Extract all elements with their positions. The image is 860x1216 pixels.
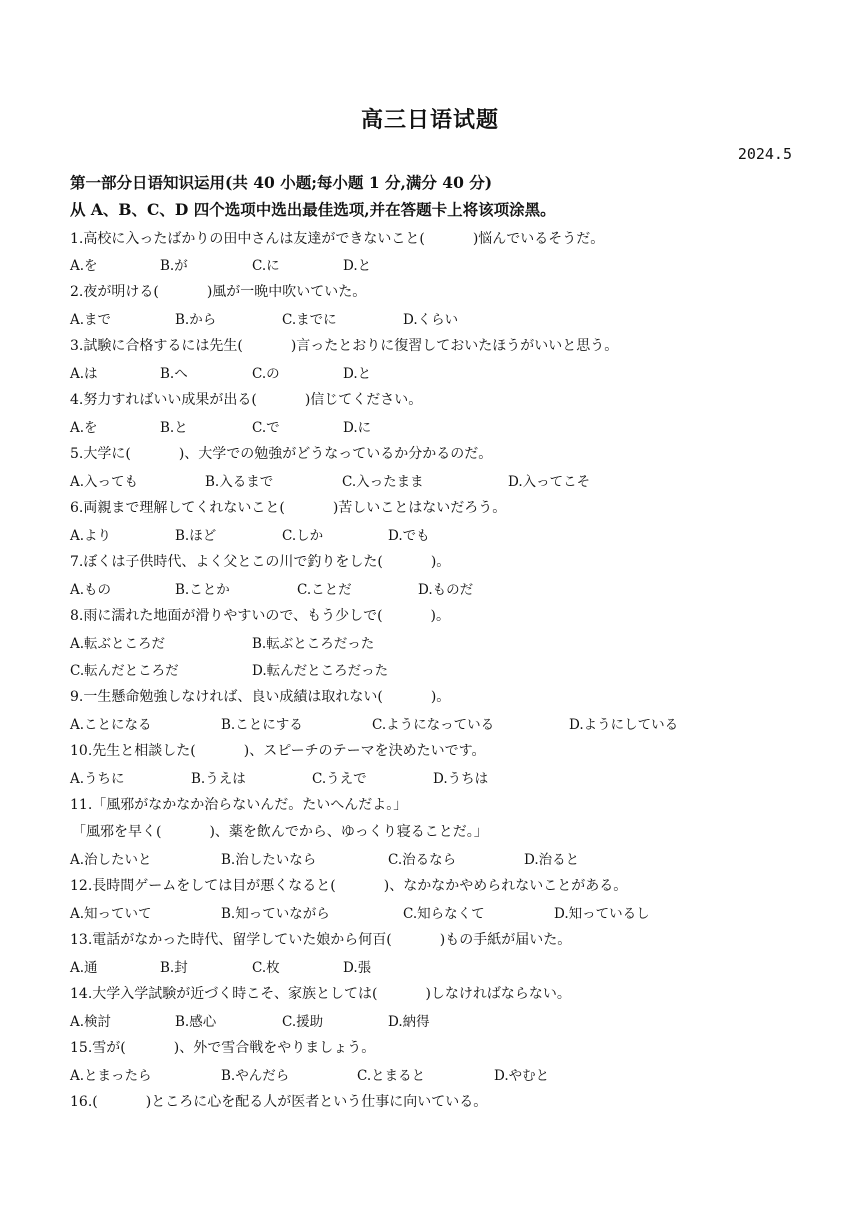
question-14 [70,983,571,1003]
option-a[interactable]: A.を [70,420,98,436]
question-text: 1.高校に入ったばかりの田中さんは友達ができないこと( [70,231,425,247]
question-text: 10.先生と相談した( [70,743,196,759]
question-10 [70,740,486,760]
question-text: 2.夜が明ける( [70,284,159,300]
option-d[interactable]: D.ようにしている [569,717,679,733]
question-6 [70,497,506,517]
question-text: 4.努力すればいい成果が出る( [70,392,257,408]
option-a[interactable]: A.転ぶところだ [70,636,166,652]
question-7 [70,551,450,571]
option-b[interactable]: B.感心 [175,1014,217,1030]
section-instruction: 从 A、B、C、D 四个选项中选出最佳选项,并在答题卡上将该项涂黑。 [70,200,556,219]
option-d[interactable]: D.に [343,420,372,436]
question-1 [70,228,604,248]
option-a[interactable]: A.まで [70,312,112,328]
option-d[interactable]: D.治ると [524,852,580,868]
question-text: )信じてください。 [304,392,423,408]
question-text: )言ったとおりに復習しておいたほうがいいと思う。 [290,338,619,354]
question-text: 3.試験に合格するには先生( [70,338,243,354]
question-text: )。 [430,608,451,624]
question-text: 11.「風邪がなかなか治らないんだ。たいへんだよ。」 [70,797,408,813]
question-text: )苦しいことはないだろう。 [332,500,507,516]
option-b[interactable]: B.知っていながら [221,906,330,922]
option-b[interactable]: B.が [160,258,188,274]
option-a[interactable]: A.とまったら [70,1068,152,1084]
option-b[interactable]: B.へ [160,366,188,382]
option-b[interactable]: B.入るまで [205,474,274,490]
question-text: 5.大学に( [70,446,131,462]
option-c[interactable]: C.援助 [282,1014,324,1030]
option-c[interactable]: C.しか [282,528,324,544]
question-text: 16.( [70,1094,98,1110]
question-11-line-2 [72,821,488,841]
question-4 [70,389,422,409]
option-b[interactable]: B.やんだら [221,1068,290,1084]
option-b[interactable]: B.と [160,420,188,436]
option-a[interactable]: A.検討 [70,1014,112,1030]
question-8 [70,605,450,625]
option-d[interactable]: D.転んだところだった [252,663,389,679]
option-c[interactable]: C.枚 [252,960,280,976]
question-text: )もの手紙が届いた。 [439,932,572,948]
question-3 [70,335,618,355]
option-a[interactable]: A.を [70,258,98,274]
option-a[interactable]: A.知っていて [70,906,152,922]
question-text: )悩んでいるそうだ。 [472,231,605,247]
option-d[interactable]: D.ものだ [418,582,474,598]
option-b[interactable]: B.から [175,312,217,328]
option-b[interactable]: B.治したいなら [221,852,317,868]
option-c[interactable]: C.で [252,420,280,436]
option-c[interactable]: C.とまると [357,1068,426,1084]
option-a[interactable]: A.ことになる [70,717,152,733]
question-13 [70,929,571,949]
question-text: 「風邪を早く( [72,824,162,840]
option-c[interactable]: C.ことだ [297,582,352,598]
question-15 [70,1037,375,1057]
option-c[interactable]: C.転んだところだ [70,663,179,679]
option-d[interactable]: D.うちは [433,771,489,787]
question-5 [70,443,492,463]
page-title: 高三日语试题 [360,107,499,133]
option-b[interactable]: B.ことにする [221,717,303,733]
option-b[interactable]: B.ことか [175,582,230,598]
question-2 [70,281,366,301]
question-text: )、大学での勉強がどうなっているか分かるのだ。 [178,446,493,462]
option-d[interactable]: D.くらい [403,312,459,328]
option-d[interactable]: D.でも [388,528,430,544]
option-a[interactable]: A.通 [70,960,98,976]
option-b[interactable]: B.うえは [191,771,246,787]
option-c[interactable]: C.ようになっている [372,717,495,733]
question-9 [70,686,450,706]
question-text: 14.大学入学試験が近づく時こそ、家族としては( [70,986,378,1002]
question-text: 12.長時間ゲームをしては目が悪くなると( [70,878,336,894]
question-text: )。 [430,689,451,705]
option-b[interactable]: B.転ぶところだった [252,636,375,652]
option-b[interactable]: B.封 [160,960,188,976]
option-d[interactable]: D.と [343,366,372,382]
option-a[interactable]: A.治したいと [70,852,152,868]
question-text: )しなければならない。 [425,986,571,1002]
option-d[interactable]: D.入ってこそ [508,474,591,490]
option-d[interactable]: D.張 [343,960,372,976]
question-text: )、外で雪合戦をやりましょう。 [173,1040,376,1056]
question-text: )ところに心を配る人が医者という仕事に向いている。 [145,1094,488,1110]
option-a[interactable]: A.入っても [70,474,139,490]
option-a[interactable]: A.うちに [70,771,125,787]
option-c[interactable]: C.に [252,258,280,274]
option-c[interactable]: C.知らなくて [403,906,485,922]
exam-date: 2024.5 [737,145,792,163]
question-16 [70,1091,487,1111]
option-b[interactable]: B.ほど [175,528,217,544]
question-text: )。 [430,554,451,570]
question-11 [70,794,407,814]
option-c[interactable]: C.の [252,366,280,382]
option-a[interactable]: A.より [70,528,112,544]
option-d[interactable]: D.と [343,258,372,274]
option-d[interactable]: D.やむと [494,1068,550,1084]
question-text: 8.雨に濡れた地面が滑りやすいので、もう少しで( [70,608,383,624]
option-c[interactable]: C.治るなら [388,852,457,868]
section-heading: 第一部分日语知识运用(共 40 小题;每小题 1 分,满分 40 分) [70,173,493,192]
question-text: )、なかなかやめられないことがある。 [383,878,628,894]
question-text: 6.両親まで理解してくれないこと( [70,500,285,516]
question-text: )、スピーチのテーマを決めたいです。 [243,743,486,759]
question-text: 7.ぼくは子供時代、よく父とこの川で釣りをした( [70,554,383,570]
option-c[interactable]: C.入ったまま [342,474,424,490]
question-text: )風が一晩中吹いていた。 [206,284,367,300]
question-text: )、薬を飲んでから、ゆっくり寝ることだ。」 [209,824,488,840]
option-a[interactable]: A.は [70,366,98,382]
option-d[interactable]: D.知っているし [554,906,650,922]
question-text: 13.電話がなかった時代、留学していた娘から何百( [70,932,392,948]
option-c[interactable]: C.までに [282,312,337,328]
option-a[interactable]: A.もの [70,582,112,598]
question-12 [70,875,627,895]
question-text: 9.一生懸命勉強しなければ、良い成績は取れない( [70,689,383,705]
option-d[interactable]: D.納得 [388,1014,430,1030]
option-c[interactable]: C.うえで [312,771,367,787]
question-text: 15.雪が( [70,1040,126,1056]
